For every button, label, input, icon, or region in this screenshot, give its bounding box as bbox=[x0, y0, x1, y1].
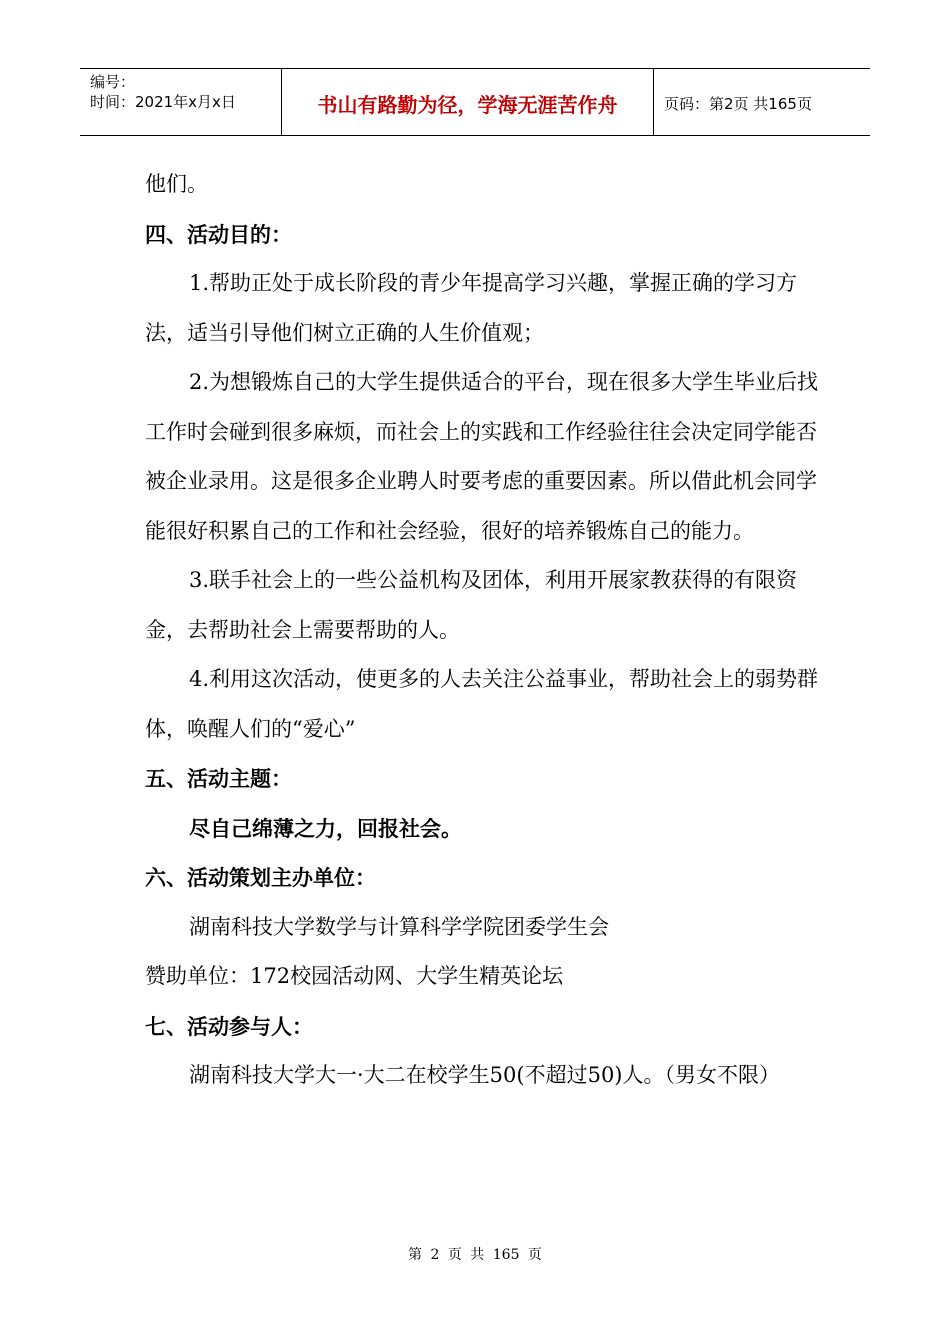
section-heading-5: 五、活动主题： bbox=[145, 766, 292, 791]
document-number-label: 编号： bbox=[90, 73, 136, 91]
goal-item-4: 4.利用这次活动，使更多的人去关注公益事业，帮助社会上的弱势群体，唤醒人们的“爱心” bbox=[145, 667, 819, 741]
goal-item-2: 2.为想锻炼自己的大学生提供适合的平台，现在很多大学生毕业后找工作时会碰到很多麻烦，而社会上的实践和工作经验往往会决定同学能否被企业录用。这是很多企业聘人时要考虑的重要因素。所以借此机会同学能很好积累自己的工作和社会经验，很好的培养锻炼自己的能力。 bbox=[145, 370, 819, 543]
paragraph-continuation: 他们。 bbox=[145, 172, 208, 196]
sponsor-text: 赞助单位：172校园活动网、大学生精英论坛 bbox=[145, 964, 564, 988]
section-heading-6: 六、活动策划主办单位： bbox=[145, 865, 376, 890]
section-heading-7: 七、活动参与人： bbox=[145, 1013, 313, 1039]
organizer-text: 湖南科技大学数学与计算科学学院团委学生会 bbox=[189, 914, 609, 939]
section-heading-4: 四、活动目的： bbox=[145, 221, 292, 247]
participants-text: 湖南科技大学大一·大二在校学生50(不超过50)人。（男女不限） bbox=[189, 1063, 781, 1087]
header-motto: 书山有路勤为径，学海无涯苦作舟 bbox=[282, 69, 654, 135]
goal-item-3: 3.联手社会上的一些公益机构及团体，利用开展家教获得的有限资金，去帮助社会上需要帮助的人。 bbox=[145, 568, 798, 642]
document-body bbox=[145, 160, 820, 1101]
header-meta bbox=[80, 69, 282, 135]
activity-theme: 尽自己绵薄之力，回报社会。 bbox=[189, 815, 462, 841]
header-page-info: 页码：第2页 共165页 bbox=[664, 94, 812, 113]
goal-item-1: 1.帮助正处于成长阶段的青少年提高学习兴趣，掌握正确的学习方法，适当引导他们树立正确的人生价值观； bbox=[145, 271, 798, 345]
page-header bbox=[80, 68, 870, 136]
document-date-label: 时间：2021年x月x日 bbox=[90, 93, 236, 111]
page-footer: 第 2 页 共 165 页 bbox=[408, 1247, 542, 1263]
